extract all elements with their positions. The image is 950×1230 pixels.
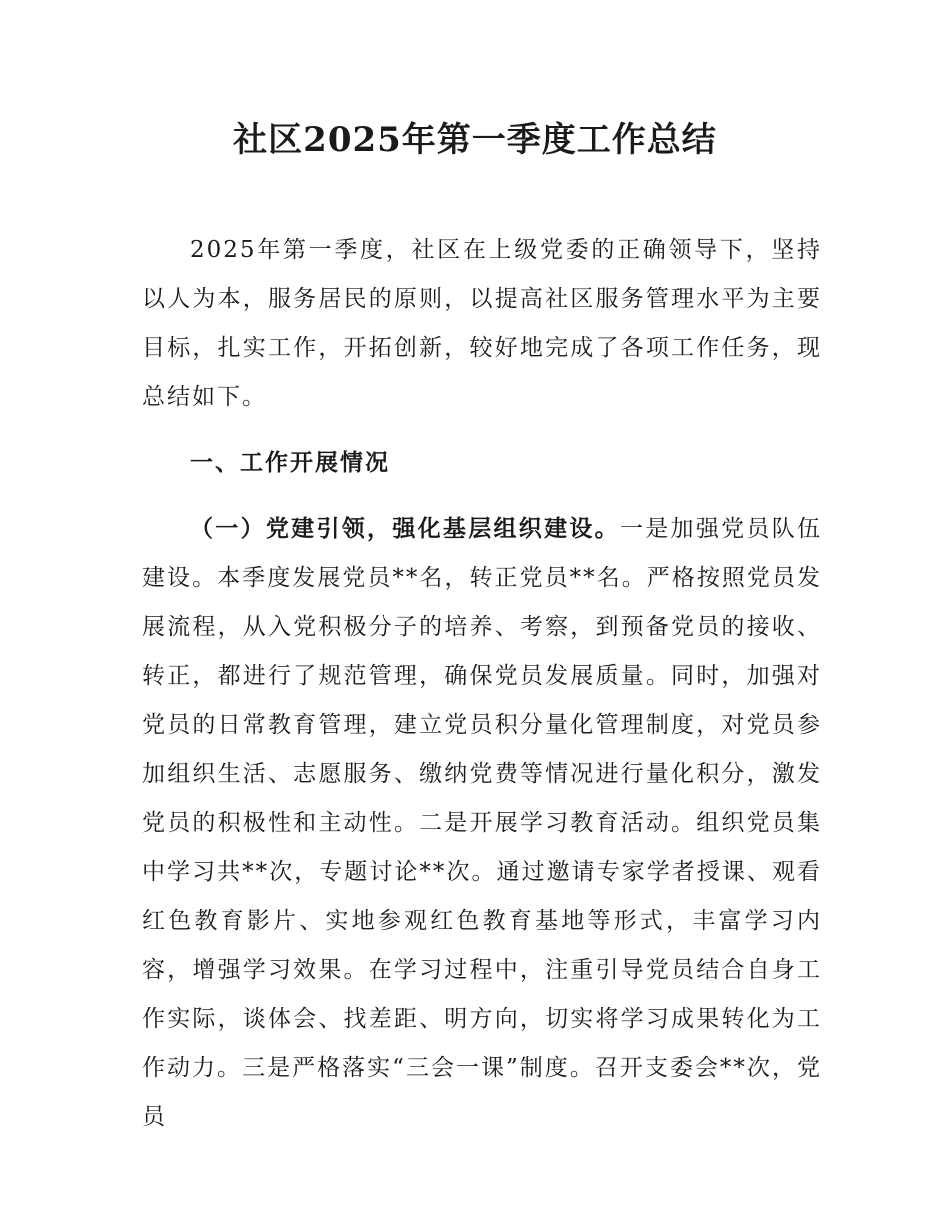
document-title: 社区2025年第一季度工作总结 [233,120,717,160]
subsection-title: （一）党建引领，强化基层组织建设。 [190,516,620,542]
section-paragraph [142,505,822,1142]
section-heading: 一、工作开展情况 [190,450,390,476]
subsection-body: 一是加强党员队伍建设。本季度发展党员**名，转正党员**名。严格按照党员发展流程，从入党积极分子的培养、考察，到预备党员的接收、转正，都进行了规范管理，确保党员发展质量。同时，加强对党员的日常教育管理，建立党员积分量化管理制度，对党员参加组织生活、志愿服务、缴纳党费等情况进行量化积分，激发党员的积极性和主动性。二是开展学习教育活动。组织党员集中学习共**次，专题讨论**次。通过邀请专家学者授课、观看红色教育影片、实地参观红色教育基地等形式，丰富学习内容，增强学习效果。在学习过程中，注重引导党员结合自身工作实际，谈体会、找差距、明方向，切实将学习成果转化为工作动力。三是严格落实“三会一课”制度。召开支委会**次，党员 [142,516,823,1130]
intro-paragraph: 2025年第一季度，社区在上级党委的正确领导下，坚持以人为本，服务居民的原则，以提高社区服务管理水平为主要目标，扎实工作，开拓创新，较好地完成了各项工作任务，现总结如下。 [142,237,822,410]
document-body [142,226,822,1142]
